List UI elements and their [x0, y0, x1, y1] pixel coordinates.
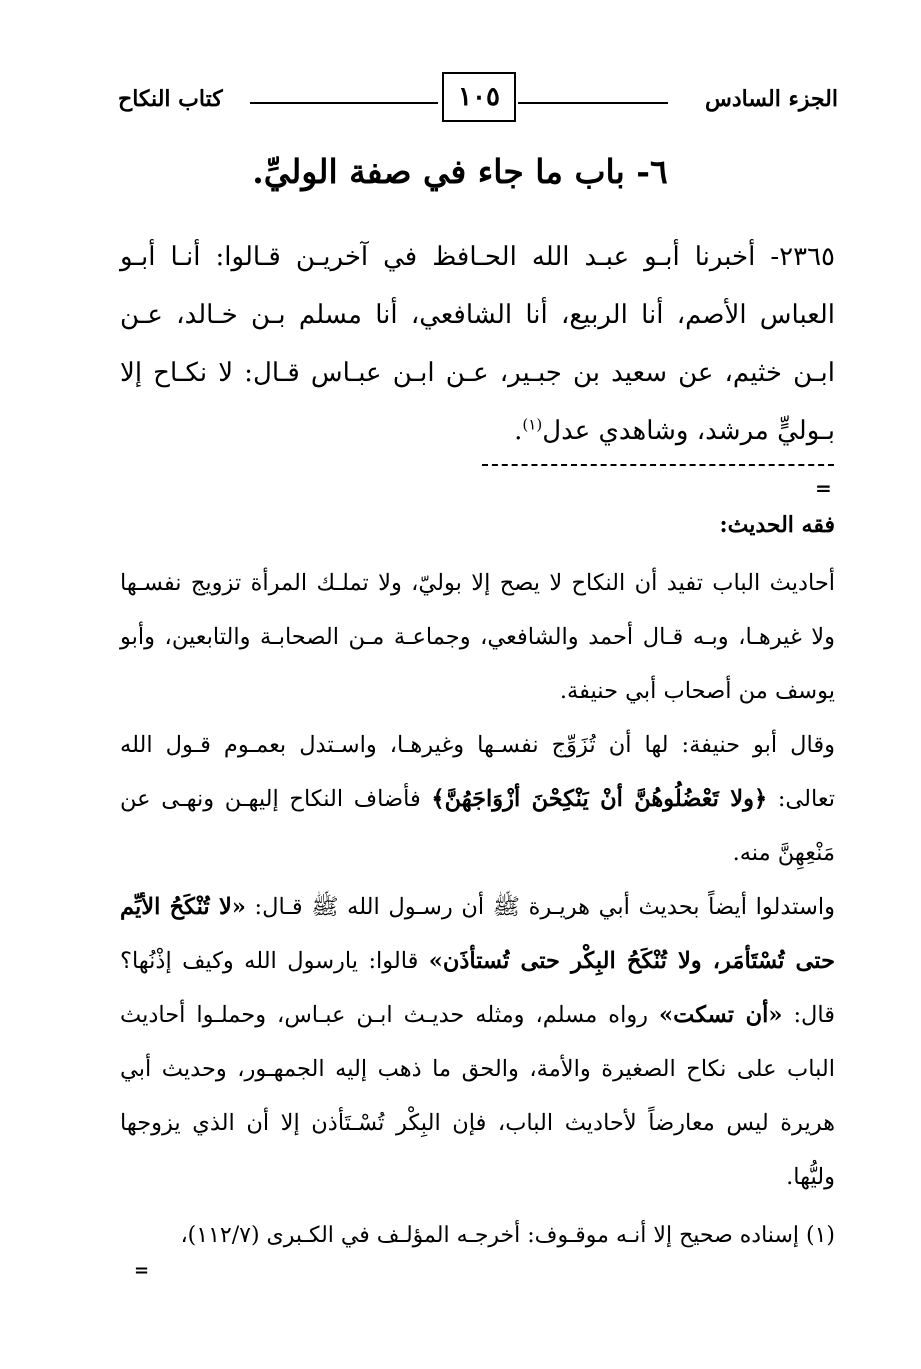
fiqh-paragraph-3 [120, 880, 835, 1204]
footnote-marker: = [134, 1260, 150, 1281]
footnote-reference: (١) [522, 415, 543, 434]
hadith-end: . [514, 416, 523, 446]
separator-rule [482, 464, 834, 466]
header-rule-right [518, 102, 668, 104]
hadith-paragraph [120, 228, 835, 460]
fiqh-p3-question: قالوا: يارسول الله وكيف إذْنُها؟ قال: [120, 948, 835, 1028]
fiqh-heading: فقه الحديث: [719, 512, 835, 538]
fiqh-p3-intro: واستدلوا أيضاً بحديث أبي هريـرة ﷺ أن رسـول الله ﷺ قـال: [254, 894, 835, 920]
running-head [118, 72, 838, 128]
header-rule-left [250, 102, 438, 104]
section-marker: = [815, 476, 832, 500]
fiqh-p2-rest: فأضاف النكاح إليهـن ونهـى عن مَنْعِهِنَّ منه. [120, 786, 835, 866]
fiqh-paragraph-2 [120, 718, 835, 880]
hadith-text: ٢٣٦٥- أخبرنا أبـو عبـد الله الحـافظ في آخريـن قـالوا: أنـا أبـو العباس الأصم، أنا الربيع، أنا الشافعي، أنا مسلم بـن خـالد، عـن ابـن خثيم، عن سعيد بن جبـير، عـن ابـن عبـاس قـال: لا نكـاح إلا بـوليٍّ مرشد، وشاهدي عدل [120, 242, 835, 446]
fiqh-body [120, 556, 835, 1204]
volume-label: الجزء السادس [705, 86, 838, 112]
fiqh-p3-rest: رواه مسلم، ومثله حديـث ابـن عبـاس، وحملـوا أحاديث الباب على نكاح الصغيرة والأمة، والحق ما ذهب إليه الجمهـور، وحديث أبي هريرة ليس معارضاً لأحاديث الباب، فإن البِكْر تُسْـتَأذن إلا أن الذي يزوجها وليُّها. [120, 1002, 835, 1190]
page-number: ١٠٥ [442, 72, 516, 122]
footnote: (١) إسناده صحيح إلا أنـه موقـوف: أخرجـه المؤلـف في الكـبرى (١١٢/٧)، [180, 1223, 835, 1248]
chapter-title: ٦- باب ما جاء في صفة الوليِّ. [252, 152, 668, 191]
hadith-block [120, 228, 835, 460]
quran-verse: ﴿ولا تَعْضُلُوهُنَّ أنْ يَنْكِحْنَ أزْوَاجَهُنَّ﴾ [431, 786, 768, 812]
hadith-quote-1: «لا تُنْكَحُ الأيِّم حتى تُسْتَأمَر، ولا تُنْكَحُ البِكْر حتى تُستأذَن» [120, 894, 835, 974]
fiqh-paragraph-1: أحاديث الباب تفيد أن النكاح لا يصح إلا بوليّ، ولا تملـك المرأة تزويج نفسـها ولا غيرهـا، وبـه قـال أحمد والشافعي، وجماعـة مـن الصحابـة والتابعين، وأبو يوسف من أصحاب أبي حنيفة. [120, 570, 835, 704]
fiqh-p2-intro: وقال أبو حنيفة: لها أن تُزَوِّج نفسـها وغيرهـا، واسـتدل بعمـوم قـول الله تعالى: [120, 732, 835, 812]
book-label: كتاب النكاح [118, 86, 223, 112]
hadith-quote-2: «أن تسكت» [659, 1002, 783, 1028]
